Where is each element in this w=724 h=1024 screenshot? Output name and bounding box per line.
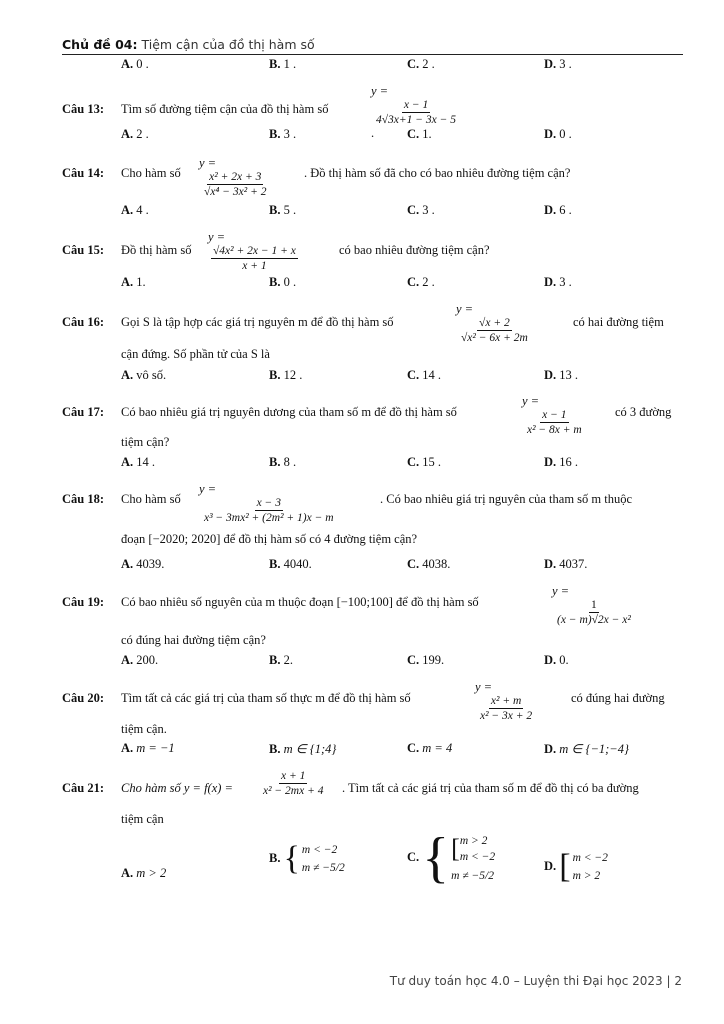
option-a: A. vô số. — [121, 368, 167, 382]
question-label: Câu 15: — [62, 243, 105, 257]
formula: y = $\frac{1}{\text{(x − m)√2x − x²}}$ — [552, 584, 631, 626]
option-a: A. 200. — [121, 653, 159, 667]
option-d: D. [ m < −2 m > 2 — [544, 848, 608, 885]
question-stem-after: có bao nhiêu đường tiệm cận? — [339, 243, 490, 257]
formula: y = $\frac{x - 1}{4√3x+1 - 3x - 5}$ . — [371, 84, 457, 140]
option-b: B. 1 . — [269, 57, 297, 71]
option-b: B. m ∈ {1;4} — [269, 742, 337, 756]
formula: y = $\frac{√x + 2}{\text{√x² − 6x + 2m}}$ — [456, 302, 528, 344]
formula: y = $\frac{\text{√4x² + 2x − 1 + x}}{x + 1}$ — [208, 230, 296, 272]
option-d: D. m ∈ {−1;−4} — [544, 742, 629, 756]
question-label: Câu 17: — [62, 405, 105, 419]
question-stem-after: . Đồ thị hàm số đã cho có bao nhiêu đường tiệm cận? — [304, 166, 571, 180]
option-c: C. 4038. — [407, 557, 451, 571]
question-stem: Có bao nhiêu giá trị nguyên dương của tham số m để đồ thị hàm số — [121, 405, 457, 419]
question-stem-line2: cận đứng. Số phần tử của S là — [121, 347, 270, 361]
option-d: D. 16 . — [544, 455, 579, 469]
option-b: B. 3 . — [269, 127, 297, 141]
option-c: C. 3 . — [407, 203, 435, 217]
option-a: A. 4 . — [121, 203, 149, 217]
question-stem: Tìm tất cả các giá trị của tham số thực m để đồ thị hàm số — [121, 691, 411, 705]
option-d: D. 6 . — [544, 203, 572, 217]
formula: y = $\frac{x - 1}{\text{x² − 8x + m}}$ — [522, 394, 582, 436]
question-stem: Gọi S là tập hợp các giá trị nguyên m để đồ thị hàm số — [121, 315, 394, 329]
option-a: A. 0 . — [121, 57, 149, 71]
option-d: D. 13 . — [544, 368, 579, 382]
option-b: B. 12 . — [269, 368, 303, 382]
question-stem: Cho hàm số — [121, 166, 181, 180]
question-label: Câu 19: — [62, 595, 105, 609]
option-d: D. 3 . — [544, 275, 572, 289]
question-stem: Cho hàm số y = f(x) = — [121, 781, 233, 795]
question-stem-line2: tiệm cận — [121, 812, 164, 826]
question-stem-after: . Tìm tất cả các giá trị của tham số m để đồ thị có ba đường — [342, 781, 639, 795]
option-d: D. 0 . — [544, 127, 572, 141]
question-stem: Đồ thị hàm số — [121, 243, 192, 257]
option-d: D. 4037. — [544, 557, 588, 571]
question-stem-line2: đoạn [−2020; 2020] để đồ thị hàm số có 4 đường tiệm cận? — [121, 532, 418, 546]
question-stem-after: có 3 đường — [615, 405, 672, 419]
question-stem-line2: tiệm cận? — [121, 435, 170, 449]
option-c: C. 2 . — [407, 275, 435, 289]
option-c: C. 2 . — [407, 57, 435, 71]
question-label: Câu 16: — [62, 315, 105, 329]
option-d: D. 3 . — [544, 57, 572, 71]
option-b: B. 2. — [269, 653, 293, 667]
header-rule — [62, 54, 683, 55]
question-label: Câu 20: — [62, 691, 105, 705]
option-b: B. 4040. — [269, 557, 312, 571]
question-stem-line2: tiệm cận. — [121, 722, 167, 736]
question-stem-after: có đúng hai đường — [571, 691, 665, 705]
option-a: A. m = −1 — [121, 741, 175, 755]
option-b: B. 5 . — [269, 203, 297, 217]
question-stem-after: . Có bao nhiêu giá trị nguyên của tham số m thuộc — [380, 492, 633, 506]
formula: $\frac{x + 1}{\text{x² − 2mx + 4}}$ — [263, 770, 324, 797]
formula: y = $\frac{\text{x² + 2x + 3}}{\text{√x⁴ − 3x² + 2}}$ — [199, 156, 267, 198]
question-stem-line2: có đúng hai đường tiệm cận? — [121, 633, 266, 647]
question-stem: Tìm số đường tiệm cận của đồ thị hàm số — [121, 102, 329, 116]
chapter-title: Tiệm cận của đồ thị hàm số — [141, 37, 315, 52]
option-b: B. { m < −2 m ≠ −5/2 — [269, 840, 345, 877]
option-c: C. 14 . — [407, 368, 442, 382]
option-c: C. 199. — [407, 653, 445, 667]
question-stem: Có bao nhiêu số nguyên của m thuộc đoạn [−100;100] để đồ thị hàm số — [121, 595, 479, 609]
option-a: A. 14 . — [121, 455, 156, 469]
option-b: B. 0 . — [269, 275, 297, 289]
question-label: Câu 18: — [62, 492, 105, 506]
page-header — [62, 37, 315, 52]
page-footer: Tư duy toán học 4.0 – Luyện thi Đại học 2023 | 2 — [389, 974, 682, 988]
option-a: A. 4039. — [121, 557, 165, 571]
option-c: C. { [ m > 2 m < −2 m ≠ −5/2 — [407, 827, 496, 889]
option-a: A. m > 2 — [121, 866, 167, 880]
option-d: D. 0. — [544, 653, 569, 667]
option-c: C. 15 . — [407, 455, 442, 469]
option-c: C. m = 4 — [407, 741, 453, 755]
option-a: A. 1. — [121, 275, 146, 289]
formula: y = $\frac{x - 3}{\text{x³ − 3mx² + (2m² + 1)x − m}}$ — [199, 482, 334, 524]
question-label: Câu 14: — [62, 166, 105, 180]
formula: y = $\frac{\text{x² + m}}{\text{x² − 3x + 2}}$ — [475, 680, 533, 722]
question-stem: Cho hàm số — [121, 492, 181, 506]
option-a: A. 2 . — [121, 127, 149, 141]
question-label: Câu 13: — [62, 102, 105, 116]
option-b: B. 8 . — [269, 455, 297, 469]
chapter-label: Chủ đề 04: — [62, 37, 138, 52]
option-c: C. 1. — [407, 127, 432, 141]
question-label: Câu 21: — [62, 781, 105, 795]
question-stem-after: có hai đường tiệm — [573, 315, 664, 329]
